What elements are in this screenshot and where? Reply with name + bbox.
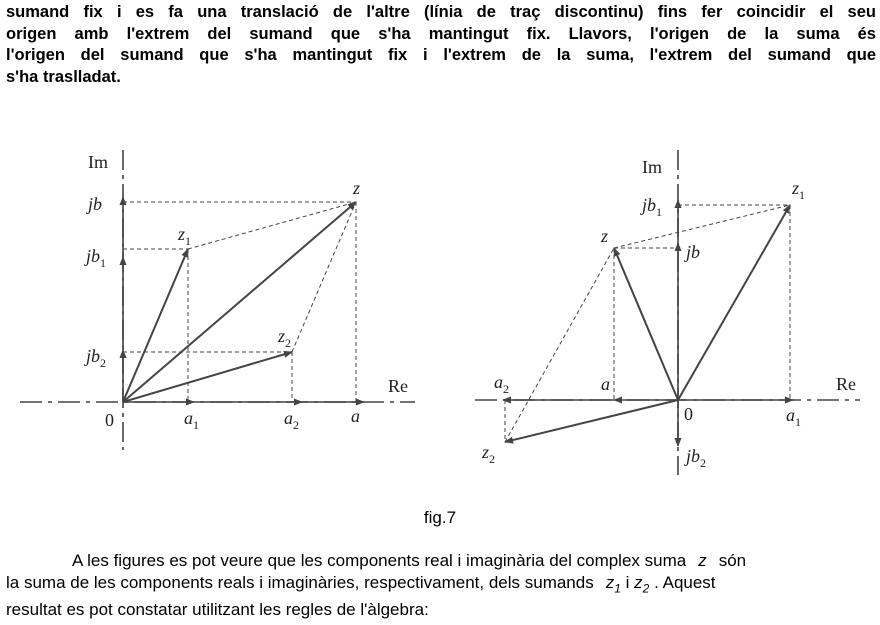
top-paragraph-line: s'ha traslladat. — [6, 67, 121, 86]
top-paragraph-line: origen amb l'extrem del sumand que s'ha mantingut fix. Llavors, l'origen de la suma és — [6, 24, 876, 43]
left-a-label: a — [351, 406, 360, 426]
left-vector-z2 — [123, 352, 292, 402]
left-jb1-label: $jb_1$ — [86, 246, 107, 270]
left-vector-z — [123, 202, 356, 402]
right-z1-label: $z_1$ — [792, 178, 806, 202]
right-a1-label: $a_1$ — [786, 405, 801, 429]
bottom-paragraph-line-1: A les figures es pot veure que les components real i imaginària del complex suma z són — [72, 551, 747, 570]
bottom-paragraph — [6, 550, 876, 621]
right-a2-label: $a_2$ — [494, 372, 509, 396]
var-z: z — [698, 551, 707, 570]
var-z1: $z_1$ — [605, 573, 621, 596]
bottom-paragraph-line-2: la suma de les components reals i imaginàries, respectivament, dels sumands $z_1$ i $z_2$ . Aquest — [6, 573, 716, 596]
right-vector-z1 — [678, 205, 790, 400]
right-labels — [481, 157, 856, 470]
left-vector-z1 — [123, 249, 188, 402]
left-z1-label: $z_1$ — [178, 224, 192, 248]
right-z-label: z — [601, 226, 609, 246]
right-origin-label: 0 — [684, 404, 693, 424]
bottom-paragraph-line-3: resultat es pot constatar utilitzant les regles de l'àlgebra: — [6, 600, 429, 620]
right-a-label: a — [601, 374, 610, 394]
left-re-label: Re — [388, 376, 408, 396]
right-jb2-label: $jb_2$ — [686, 446, 707, 470]
figure-caption: fig.7 — [423, 508, 457, 527]
left-jb-label: jb — [88, 194, 103, 214]
left-a1-label: $a_1$ — [184, 408, 199, 432]
right-jb-label: jb — [686, 242, 701, 262]
top-paragraph-line: sumand fix i es fa una translació de l'altre (línia de traç discontinu) fins fer coincidir el seu — [6, 3, 876, 21]
left-im-label: Im — [88, 152, 108, 172]
right-z2-label: $z_2$ — [482, 442, 496, 466]
right-im-label: Im — [642, 157, 662, 177]
right-vector-z2 — [505, 400, 678, 442]
top-paragraph-line: l'origen del sumand que s'ha mantingut fix i l'extrem de la suma, l'extrem del sumand que — [6, 46, 876, 64]
left-a2-label: $a_2$ — [284, 408, 299, 432]
left-origin-label: 0 — [105, 410, 114, 430]
left-z-label: z — [353, 178, 361, 198]
left-z2-label: $z_2$ — [278, 326, 292, 350]
left-jb2-label: $jb_2$ — [86, 346, 107, 370]
right-vector-z — [614, 248, 678, 400]
right-jb1-label: $jb_1$ — [642, 195, 663, 219]
var-z2: $z_2$ — [634, 573, 650, 596]
right-re-label: Re — [836, 374, 856, 394]
left-labels — [84, 152, 408, 432]
